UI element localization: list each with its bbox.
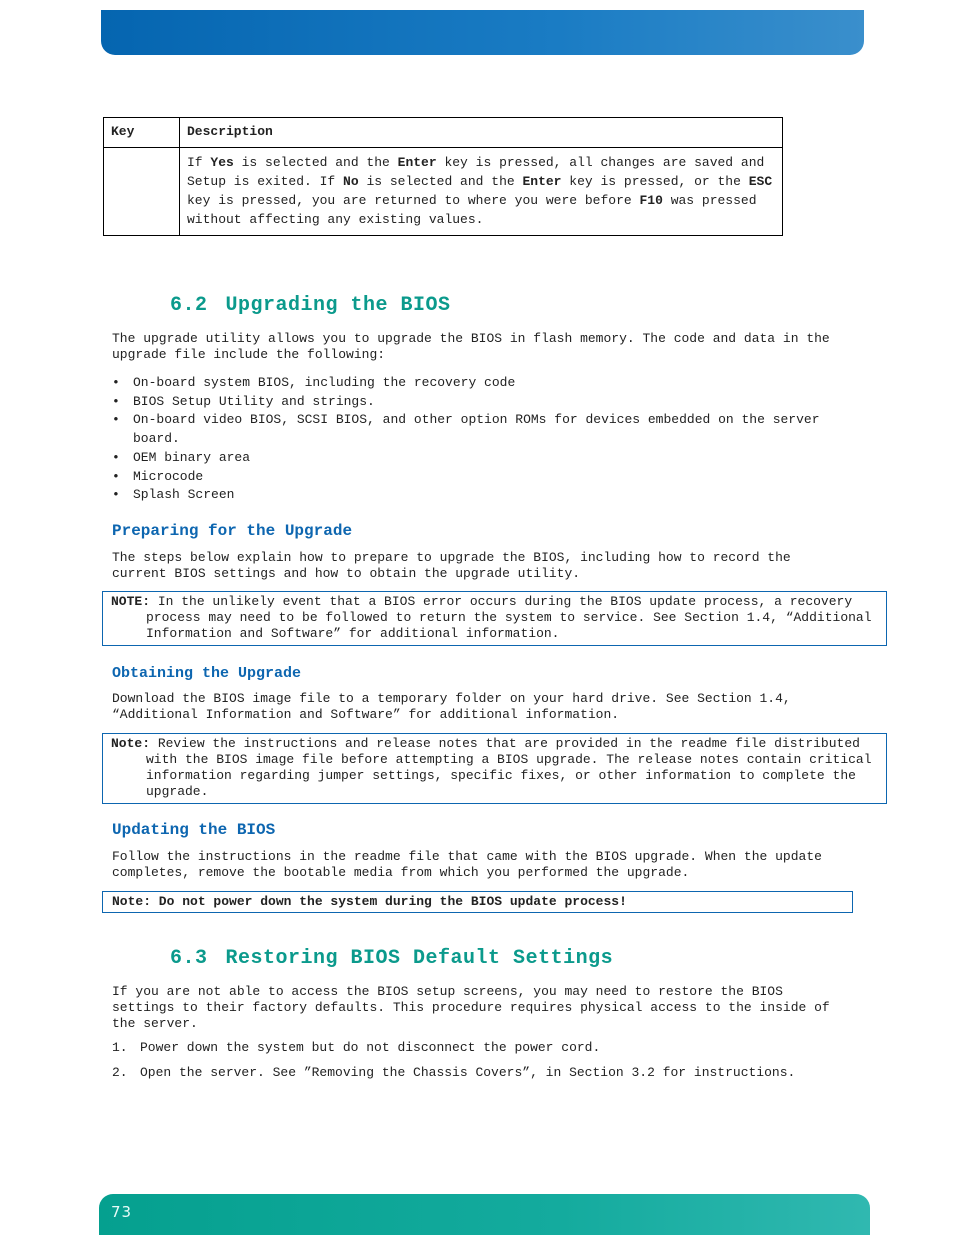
step-number: 1. (112, 1040, 128, 1055)
description-text: If (187, 155, 211, 170)
section-number: 6.2 (170, 294, 208, 317)
section-title: Restoring BIOS Default Settings (225, 947, 614, 970)
list-item: • On-board video BIOS, SCSI BIOS, and other option ROMs for devices embedded on the server board. (112, 411, 832, 448)
note-label: NOTE: (111, 594, 151, 609)
section-heading-6-2 (170, 294, 451, 317)
key-name: Enter (397, 155, 437, 170)
paragraph-obtaining: Download the BIOS image file to a temporary folder on your hard drive. See Section 1.4, “Additional Information and Software” for additional information. (112, 691, 791, 722)
paragraph-restore-intro: If you are not able to access the BIOS setup screens, you may need to restore the BIOS settings to their factory defaults. This procedure requires physical access to the inside of the server. (112, 984, 830, 1031)
description-text: key is pressed, or the (561, 174, 749, 189)
step-text: Power down the system but do not disconnect the power cord. (140, 1040, 601, 1055)
bullet-list (112, 374, 832, 505)
subheading-updating: Updating the BIOS (112, 821, 276, 839)
key-name: Yes (210, 155, 234, 170)
step-text: Open the server. See ”Removing the Chassis Covers”, in Section 3.2 for instructions. (140, 1065, 796, 1080)
list-item: • OEM binary area (112, 449, 832, 468)
section-number: 6.3 (170, 947, 208, 970)
note-box-recovery (102, 591, 887, 646)
section-heading-6-3 (170, 947, 613, 970)
list-item: • On-board system BIOS, including the recovery code (112, 374, 832, 393)
key-name: No (343, 174, 359, 189)
list-item: • Microcode (112, 468, 832, 487)
list-item: • Splash Screen (112, 486, 832, 505)
table-header-row (104, 118, 783, 148)
section-title: Upgrading the BIOS (225, 294, 451, 317)
table-row (104, 148, 783, 236)
header-banner (101, 10, 864, 55)
key-description-table (103, 117, 783, 236)
table-cell-key (104, 148, 180, 236)
note-box-warning: Note: Do not power down the system during the BIOS update process! (102, 891, 853, 913)
note-label: Note: (111, 736, 151, 751)
paragraph-preparing: The steps below explain how to prepare to upgrade the BIOS, including how to record the current BIOS settings and how to obtain the upgrade utility. (112, 550, 791, 581)
table-cell-description (180, 148, 783, 236)
note-text: Review the instructions and release notes that are provided in the readme file distributed with the BIOS image file before attempting a BIOS upgrade. The release notes contain critical information regarding jumper settings, specific fixes, or other information to complete the upgrade. (146, 736, 872, 799)
description-text: was pressed without affecting any existing values. (187, 193, 757, 227)
list-item (112, 1040, 832, 1056)
step-number: 2. (112, 1065, 128, 1080)
column-header-key: Key (104, 118, 180, 148)
steps-list (112, 1040, 832, 1090)
subheading-obtaining: Obtaining the Upgrade (112, 665, 302, 682)
list-item: • BIOS Setup Utility and strings. (112, 393, 832, 412)
description-text: is selected and the (358, 174, 523, 189)
column-header-description: Description (180, 118, 783, 148)
key-name: F10 (639, 193, 663, 208)
description-text: is selected and the (233, 155, 398, 170)
paragraph-upgrade-intro: The upgrade utility allows you to upgrade the BIOS in flash memory. The code and data in the upgrade file include the following: (112, 331, 830, 362)
key-name: ESC (748, 174, 773, 189)
description-text: key is pressed, all changes are saved and Setup is exited. If (187, 155, 765, 189)
key-name: Enter (522, 174, 562, 189)
description-text: key is pressed, you are returned to where you were before (187, 193, 640, 208)
page-number: 73 (111, 1203, 133, 1221)
paragraph-updating: Follow the instructions in the readme file that came with the BIOS upgrade. When the update completes, remove the bootable media from which you performed the upgrade. (112, 849, 822, 880)
footer-banner (99, 1194, 870, 1235)
subheading-preparing: Preparing for the Upgrade (112, 522, 353, 540)
list-item (112, 1065, 832, 1081)
note-text: In the unlikely event that a BIOS error occurs during the BIOS update process, a recovery process may need to be followed to return the system to service. See Section 1.4, “Additional Information and Software” for additional information. (146, 594, 872, 641)
note-box-readme (102, 733, 887, 804)
